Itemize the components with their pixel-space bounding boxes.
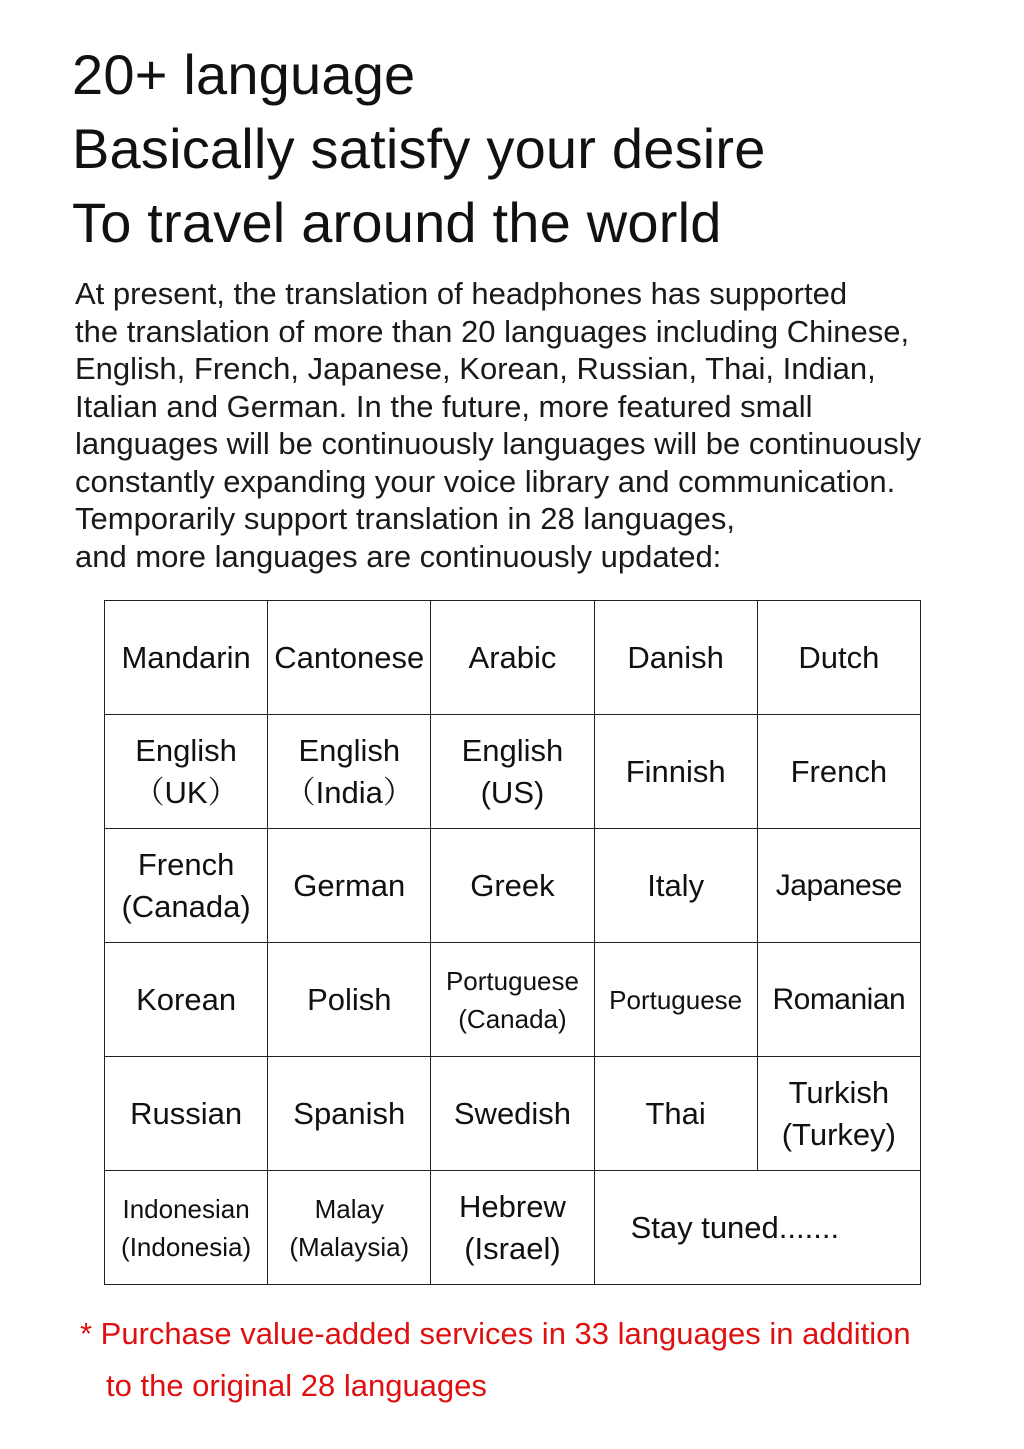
language-region: （India） (284, 774, 414, 810)
description-line: At present, the translation of headphones has supported (75, 276, 848, 311)
language-cell (268, 1057, 431, 1171)
language-name: Japanese (775, 868, 902, 902)
language-name: English (298, 732, 401, 768)
language-name: Dutch (798, 639, 880, 675)
language-name: Spanish (293, 1095, 406, 1131)
language-cell (268, 715, 431, 829)
description-paragraph (75, 275, 921, 575)
language-name: Indonesian (122, 1193, 250, 1224)
language-name: Portuguese (609, 984, 743, 1015)
language-cell (431, 715, 594, 829)
language-name: Polish (307, 981, 392, 1017)
language-cell (757, 715, 920, 829)
language-name: Turkish (788, 1074, 890, 1110)
language-name: Mandarin (121, 639, 251, 675)
table-row (105, 601, 921, 715)
stay-tuned-cell (594, 1171, 920, 1285)
language-cell (105, 829, 268, 943)
language-cell (268, 829, 431, 943)
language-cell (431, 943, 594, 1057)
language-cell (105, 1171, 268, 1285)
description-line: languages will be continuously languages will be continuously (75, 426, 922, 461)
table-row (105, 1057, 921, 1171)
language-cell (594, 943, 757, 1057)
language-name: Arabic (468, 639, 557, 675)
language-name: Thai (645, 1095, 706, 1131)
language-cell (105, 1057, 268, 1171)
language-name: German (293, 867, 406, 903)
language-name: French (790, 753, 888, 789)
language-region: （UK） (133, 774, 239, 810)
language-cell (268, 1171, 431, 1285)
language-table (104, 600, 921, 1285)
language-cell (431, 1057, 594, 1171)
stay-tuned-text: Stay tuned....... (630, 1209, 840, 1245)
language-name: English (135, 732, 237, 768)
language-region: (Indonesia) (121, 1231, 252, 1262)
headline-line: Basically satisfy your desire (72, 117, 766, 180)
language-region: (Malaysia) (289, 1231, 410, 1262)
footnote (80, 1308, 911, 1412)
language-cell (757, 1057, 920, 1171)
description-line: the translation of more than 20 languages including Chinese, (75, 313, 910, 349)
footnote-line: to the original 28 languages (106, 1368, 487, 1403)
language-cell (431, 601, 594, 715)
language-region: (Canada) (458, 1003, 567, 1034)
language-cell (105, 943, 268, 1057)
language-name: Greek (470, 867, 555, 903)
language-name: Hebrew (459, 1188, 566, 1224)
language-cell (268, 943, 431, 1057)
headline-line: To travel around the world (72, 191, 722, 254)
description-line: English, French, Japanese, Korean, Russian, Thai, Indian, (75, 351, 876, 386)
description-line: and more languages are continuously updated: (75, 538, 722, 574)
language-name: English (461, 732, 564, 768)
language-cell (268, 601, 431, 715)
footnote-line: * Purchase value-added services in 33 languages in addition (80, 1316, 911, 1351)
language-region: (Israel) (464, 1230, 561, 1266)
language-name: Swedish (453, 1095, 572, 1131)
description-line: Italian and German. In the future, more featured small (75, 388, 813, 424)
language-name: Malay (314, 1193, 384, 1224)
language-cell (757, 829, 920, 943)
language-cell (757, 601, 920, 715)
language-name: Finnish (625, 753, 726, 789)
headline (72, 38, 766, 260)
language-cell (105, 601, 268, 715)
language-region: (Turkey) (781, 1116, 896, 1152)
language-cell (431, 1171, 594, 1285)
language-name: Russian (130, 1095, 243, 1131)
table-row (105, 829, 921, 943)
table-row (105, 715, 921, 829)
headline-line: 20+ language (72, 43, 416, 106)
language-cell (431, 829, 594, 943)
language-cell (594, 1057, 757, 1171)
description-line: Temporarily support translation in 28 languages, (75, 501, 735, 536)
language-cell (757, 943, 920, 1057)
language-name: French (137, 846, 235, 882)
language-cell (594, 829, 757, 943)
language-region: (US) (480, 774, 545, 810)
language-cell (594, 715, 757, 829)
table-row (105, 1171, 921, 1285)
language-name: Cantonese (274, 639, 425, 675)
language-name: Korean (136, 981, 237, 1017)
language-name: Italy (647, 867, 705, 903)
language-region: (Canada) (121, 888, 251, 924)
table-row (105, 943, 921, 1057)
description-line: constantly expanding your voice library and communication. (75, 463, 896, 499)
language-name: Portuguese (445, 965, 579, 996)
language-cell (105, 715, 268, 829)
language-cell (594, 601, 757, 715)
language-name: Danish (627, 639, 724, 675)
language-name: Romanian (772, 982, 906, 1016)
